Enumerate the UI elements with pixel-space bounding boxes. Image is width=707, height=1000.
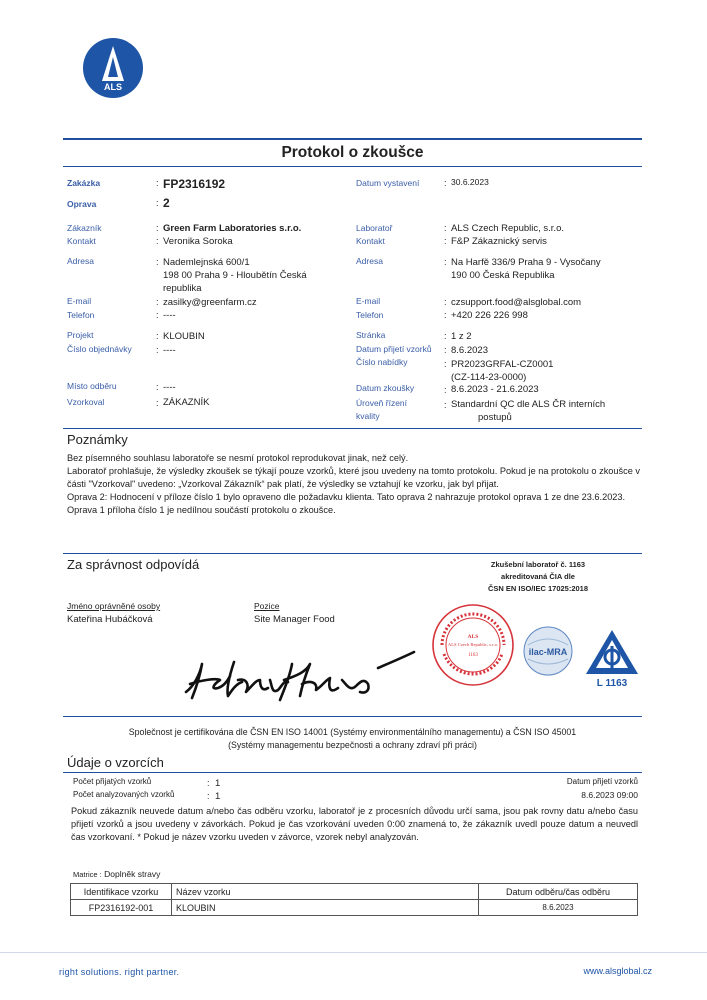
stamp-text: ALS Czech Republic, s.r.o. [447,642,499,647]
samples-note: Pokud zákazník neuvede datum a/nebo čas odběru vzorku, laboratoř je z procesních důvodu určí sama, jsou pak rovny datu a/nebo času přijetí vzorků a jsou uvedeny v závorkách. Pokud je čas vzorkování uveden 0:00 znamená to, že zákazník uvedl pouze datum a neuvedl čas vzorkovaní. * Pokud je název vzorku uveden v závorce, vzorek nebyl analyzován. [71,806,638,842]
colon: : [156,382,159,392]
matrice-value: Doplněk stravy [104,869,161,879]
certification-rule [63,716,642,717]
note-paragraph-2: Laboratoř prohlašuje, že výsledky zkoušek se týkají pouze vzorků, které jsou uvedeny na tomto protokolu. Pokud je na protokolu o zkoušce v části "Vzorkoval" uvedeno: „Vzorkoval Zákazník“ pak platí, že výsledky se vztahují ke vzorku, jak byl přijat. [67,466,640,489]
note-paragraph-1: Bez písemného souhlasu laboratoře se nesmí protokol reprodukovat jinak, než celý. [67,453,409,463]
table-header: Datum odběru/čas odběru [479,884,638,900]
colon: : [156,198,159,208]
datum-zkousky-label: Datum zkoušky [356,383,415,393]
lab-adresa-line-1: Na Harfě 336/9 Praha 9 - Vysočany [451,257,601,268]
nabidka-line-1: PR2023GRFAL-CZ0001 [451,359,554,370]
certification-line-2: (Systémy managementu bezpečnosti a ochrany zdraví při práci) [228,740,477,750]
notes-rule [63,428,642,429]
colon: : [444,400,447,410]
lab-email-label: E-mail [356,296,381,306]
nabidka-line-2: (CZ-114-23-0000) [451,372,527,383]
projekt-value: KLOUBIN [163,331,205,342]
lab-adresa-label: Adresa [356,256,383,266]
colon: : [156,398,159,408]
lab-kontakt-label: Kontakt [356,236,385,246]
colon: : [444,257,447,267]
table-row [71,900,638,916]
kontakt-label: Kontakt [67,236,96,246]
colon: : [444,385,447,395]
footer-url[interactable]: www.alsglobal.cz [583,966,652,976]
svg-text:ALS: ALS [467,634,479,640]
oprava-label: Oprava [67,199,97,209]
notes-block [67,452,640,517]
table-cell: FP2316192-001 [71,900,172,916]
ilac-text: ilac-MRA [528,647,568,657]
samples-rule [63,772,642,773]
samples-table [70,883,638,916]
colon: : [207,791,210,801]
datum-prijeti-label: Datum přijetí vzorků [356,344,432,354]
projekt-label: Projekt [67,330,94,340]
colon: : [156,331,159,341]
lab-telefon-value: +420 226 226 998 [451,310,528,321]
ilac-mra-logo [520,625,576,677]
table-cell: KLOUBIN [172,900,479,916]
position-label: Pozice [254,601,280,611]
zakaznik-value: Green Farm Laboratories s.r.o. [163,223,302,234]
footer-slogan: right solutions. right partner. [59,967,180,977]
uroven-line-1: Standardní QC dle ALS ČR interních [451,399,606,410]
colon: : [444,236,447,246]
samples-datum-prijeti-label: Datum přijetí vzorků [566,777,638,786]
nabidka-label: Číslo nabídky [356,357,408,367]
zakaznik-label: Zákazník [67,223,102,233]
name-label: Jméno oprávněné osoby [67,601,161,611]
colon: : [444,359,447,369]
uroven-label-2: kvality [356,411,380,421]
email-label: E-mail [67,296,92,306]
colon: : [444,331,447,341]
email-value: zasilky@greenfarm.cz [163,297,257,308]
adresa-line-2: 198 00 Praha 9 - Hloubětín Česká [163,270,307,281]
stranka-value: 1 z 2 [451,331,472,342]
colon: : [156,345,159,355]
colon: : [444,310,447,320]
adresa-label: Adresa [67,256,94,266]
colon: : [444,223,447,233]
objednavka-label: Číslo objednávky [67,344,132,354]
accreditation-block [475,559,601,595]
cai-accreditation-logo [582,626,642,688]
objednavka-value: ---- [163,345,176,356]
laboratory-stamp [430,602,516,688]
title-rule-top [63,138,642,140]
laborator-value: ALS Czech Republic, s.r.o. [451,223,564,234]
logo-text: ALS [104,82,122,92]
lab-adresa-line-2: 190 00 Česká Republika [451,270,555,281]
certification-line-1: Společnost je certifikována dle ČSN EN ISO 14001 (Systémy environmentálního managementu) a ČSN ISO 45001 [128,727,577,737]
title-rule-bottom [63,166,642,167]
colon: : [156,297,159,307]
accreditation-line-1: Zkušební laboratoř č. 1163 [490,560,586,569]
uroven-label-1: Úroveň řízení [356,398,408,408]
table-cell: 8.6.2023 [479,900,638,916]
stamp-number: 1163 [468,653,478,658]
datum-prijeti-value: 8.6.2023 [451,345,488,356]
matrice-line [73,869,160,879]
name-value: Kateřina Hubáčková [67,614,153,625]
telefon-label: Telefon [67,310,95,320]
prijatych-value: 1 [215,778,221,789]
table-header: Název vzorku [172,884,479,900]
colon: : [207,778,210,788]
colon: : [444,178,447,188]
analyzovanych-value: 1 [215,791,221,802]
samples-datum-prijeti-value: 8.6.2023 09:00 [581,790,638,800]
als-logo [82,37,144,99]
adresa-line-1: Nademlejnská 600/1 [163,257,250,268]
telefon-value: ---- [163,310,176,321]
matrice-label: Matrice : [73,870,102,879]
datum-vystaveni-label: Datum vystavení [356,178,420,188]
note-paragraph-3: Oprava 2: Hodnocení v příloze číslo 1 bylo opraveno dle požadavku klienta. Tato oprava 2 nahrazuje protokol oprava 1 ze dne 23.6.2023. [67,492,626,502]
laborator-label: Laboratoř [356,223,393,233]
misto-value: ---- [163,382,176,393]
colon: : [156,178,159,188]
datum-zkousky-value: 8.6.2023 - 21.6.2023 [451,384,539,395]
accreditation-line-3: ČSN EN ISO/IEC 17025:2018 [487,584,589,593]
table-header: Identifikace vzorku [71,884,172,900]
lab-kontakt-value: F&P Zákaznický servis [451,236,547,247]
samples-heading: Údaje o vzorcích [67,755,164,770]
cai-number: L 1163 [596,678,628,688]
colon: : [156,236,159,246]
misto-label: Místo odběru [67,381,117,391]
zakazka-label: Zakázka [67,178,101,188]
lab-telefon-label: Telefon [356,310,384,320]
table-header-row [71,884,638,900]
colon: : [444,345,447,355]
accreditation-line-2: akreditovaná ČIA dle [501,572,575,581]
stranka-label: Stránka [356,330,386,340]
responsibility-heading: Za správnost odpovídá [67,557,200,572]
uroven-line-2: postupů [478,412,512,423]
page-title: Protokol o zkoušce [281,144,424,161]
colon: : [156,223,159,233]
signature [180,650,416,706]
prijatych-label: Počet přijatých vzorků [73,777,152,786]
responsibility-rule [63,553,642,554]
colon: : [156,257,159,267]
certification-block [63,726,642,752]
notes-heading: Poznámky [67,432,128,447]
datum-vystaveni-value: 30.6.2023 [451,177,489,187]
oprava-value: 2 [163,196,170,210]
footer-rule [0,952,707,953]
adresa-line-3: republika [163,283,202,294]
vzorkoval-label: Vzorkoval [67,397,105,407]
analyzovanych-label: Počet analyzovaných vzorků [73,790,175,799]
zakazka-value: FP2316192 [163,177,226,191]
colon: : [156,310,159,320]
vzorkoval-value: ZÁKAZNÍK [163,397,210,408]
kontakt-value: Veronika Soroka [163,236,233,247]
note-paragraph-4: Oprava 1 příloha číslo 1 je nedílnou součástí protokolu o zkoušce. [67,505,336,515]
position-value: Site Manager Food [254,614,335,625]
lab-email-value: czsupport.food@alsglobal.com [451,297,582,308]
colon: : [444,297,447,307]
